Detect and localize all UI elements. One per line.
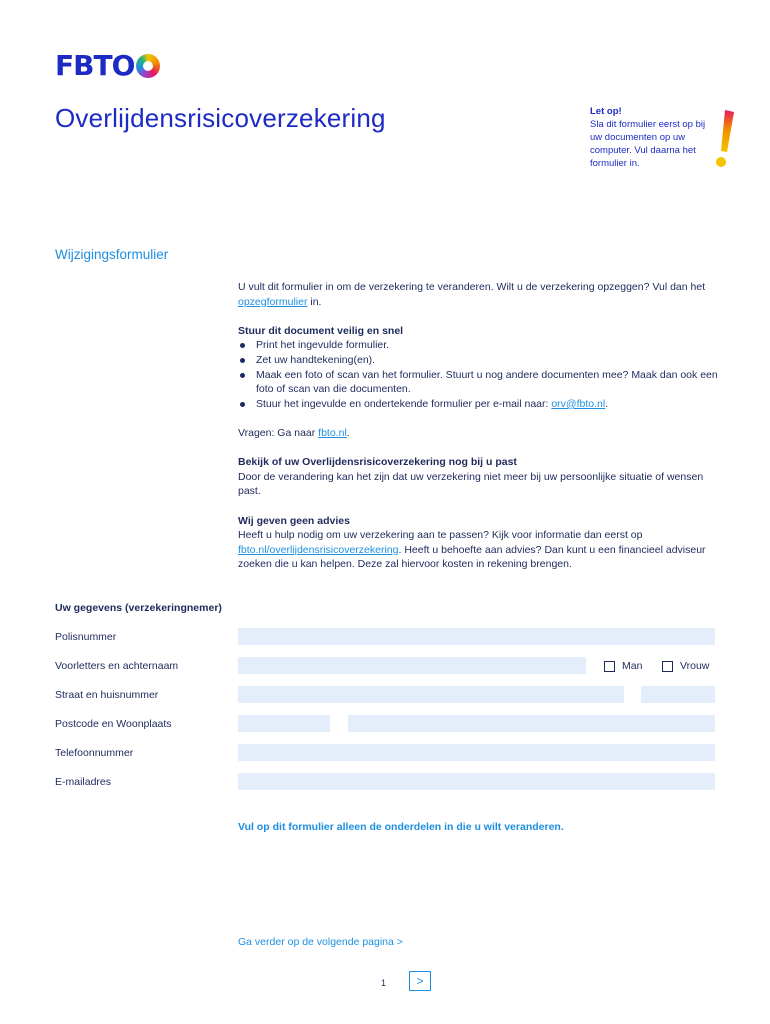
advice-paragraph [238, 514, 718, 572]
list-item: Stuur het ingevulde en ondertekende formulier per e-mail naar: orv@fbto.nl. [238, 397, 718, 412]
notice-heading: Let op! [590, 106, 622, 117]
intro-p1: U vult dit formulier in om de verzekering te veranderen. Wilt u de verzekering opzeggen? Vul dan het [238, 281, 706, 293]
policy-number-label: Polisnummer [55, 631, 117, 643]
street-field[interactable] [238, 686, 624, 703]
list-item: Zet uw handtekening(en). [238, 353, 718, 368]
fbto-logo [55, 50, 160, 82]
review-heading: Bekijk of uw Overlijdensrisicoverzekering nog bij u past [238, 456, 517, 469]
fbto-link[interactable]: fbto.nl [318, 426, 347, 439]
form-heading: Uw gegevens (verzekeringnemer) [55, 602, 222, 614]
product-page-link[interactable]: fbto.nl/overlijdensrisicoverzekering [238, 543, 399, 556]
checkbox-box[interactable] [604, 661, 615, 672]
logo-ring-icon [136, 54, 160, 78]
page-number: 1 [381, 978, 387, 988]
next-page-button[interactable] [409, 971, 431, 991]
email-label: E-mailadres [55, 776, 112, 788]
advice-text-1: Heeft u hulp nodig om uw verzekering aan te passen? Kijk voor informatie dan eerst op [238, 529, 643, 542]
notice-text: Sla dit formulier eerst op bij uw documenten op uw computer. Vul daarna het formulier in. [590, 119, 706, 169]
exclamation-icon [712, 108, 736, 170]
review-text: Door de verandering kan het zijn dat uw verzekering niet meer bij uw persoonlijke situatie of wensen past. [238, 470, 704, 498]
postcode-field[interactable] [238, 715, 330, 732]
send-heading: Stuur dit document veilig en snel [238, 324, 404, 337]
street-label: Straat en huisnummer [55, 689, 159, 701]
advice-text-2: . Heeft u behoefte aan advies? Dan kunt u een financieel adviseur zoeken die u kan helpen. Deze zal hiervoor kosten in rekening brengen. [238, 543, 706, 571]
logo-text: FBTO [55, 49, 135, 82]
house-number-field[interactable] [641, 686, 715, 703]
gender-man-label: Man [622, 660, 643, 672]
email-field[interactable] [238, 773, 715, 790]
checkbox-box[interactable] [662, 661, 673, 672]
name-label: Voorletters en achternaam [55, 660, 179, 672]
list-item: Print het ingevulde formulier. [238, 338, 718, 353]
phone-field[interactable] [238, 744, 715, 761]
questions-text: Vragen: Ga naar [238, 426, 319, 439]
advice-heading: Wij geven geen advies [238, 514, 350, 527]
notice-box [590, 105, 715, 170]
form-note: Vul op dit formulier alleen de onderdelen in die u wilt veranderen. [238, 821, 564, 833]
gender-man-checkbox[interactable] [604, 660, 642, 672]
gender-vrouw-label: Vrouw [680, 660, 710, 672]
opzegformulier-link[interactable]: opzegformulier [238, 295, 308, 308]
postcode-label: Postcode en Woonplaats [55, 718, 172, 730]
list-item-text: Stuur het ingevulde en ondertekende formulier per e-mail naar: [256, 397, 552, 410]
intro-paragraph [238, 280, 718, 309]
next-page-link[interactable]: Ga verder op de volgende pagina > [238, 936, 403, 948]
gender-vrouw-checkbox[interactable] [662, 660, 709, 672]
questions-paragraph: Vragen: Ga naar fbto.nl. [238, 426, 350, 439]
list-item: Maak een foto of scan van het formulier. Stuurt u nog andere documenten mee? Maak dan ook een foto of scan van die documenten. [238, 368, 718, 397]
city-field[interactable] [348, 715, 715, 732]
send-steps-list [238, 338, 718, 411]
email-link[interactable]: orv@fbto.nl [551, 397, 606, 410]
page-title: Overlijdensrisicoverzekering [55, 103, 386, 133]
section-title: Wijzigingsformulier [55, 247, 169, 262]
intro-p1-end: in. [307, 295, 322, 308]
policy-number-field[interactable] [238, 628, 715, 645]
intro-text [238, 280, 718, 586]
chevron-right-icon: > [416, 974, 424, 988]
name-field[interactable] [238, 657, 586, 674]
review-paragraph [238, 455, 718, 499]
phone-label: Telefoonnummer [55, 747, 134, 759]
